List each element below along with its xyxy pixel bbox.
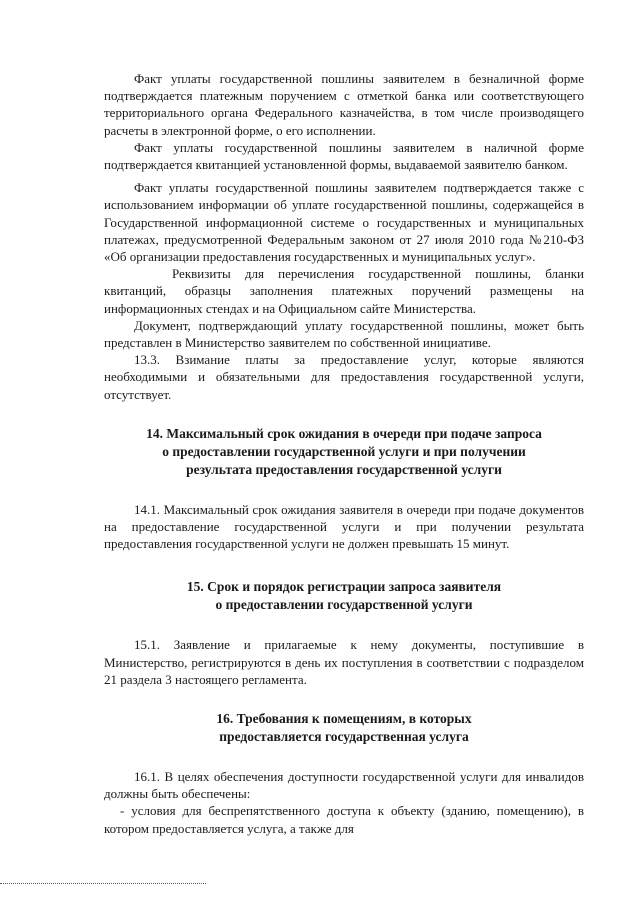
spacer <box>104 552 584 578</box>
section-16-heading-line: предоставляется государственная услуга <box>219 729 469 745</box>
paragraph-16-1: 16.1. В целях обеспечения доступности государственной услуги для инвалидов должны быть обеспечены: <box>104 769 584 802</box>
paragraph-payment-cash: Факт уплаты государственной пошлины заявителем в наличной форме подтверждается квитанцией установленной формы, выдаваемой заявителю банком. <box>104 139 584 173</box>
spacer <box>104 746 584 768</box>
list-item-accessibility: - условия для беспрепятственного доступа к объекту (зданию, помещению), в котором предоставляется услуга, а также для <box>104 803 584 836</box>
section-14-heading-line: о предоставлении государственной услуги и при получении <box>162 443 526 459</box>
footer-dotted-rule <box>0 883 206 884</box>
section-15-heading <box>104 578 584 614</box>
spacer <box>104 688 584 710</box>
paragraph-14-1: 14.1. Максимальный срок ожидания заявителя в очереди при подаче документов на предоставление государственной услуги и при получении результата предоставления государственной услуги не должен превышать 15 минут. <box>104 501 584 552</box>
spacer <box>104 614 584 636</box>
paragraph-15-1: 15.1. Заявление и прилагаемые к нему документы, поступившие в Министерство, регистрируются в день их поступления в соответствии с подразделом 21 раздела 3 настоящего регламента. <box>104 637 584 687</box>
section-16-heading-line: 16. Требования к помещениям, в которых <box>216 711 472 727</box>
paragraph-payment-noncash: Факт уплаты государственной пошлины заявителем в безналичной форме подтверждается платежным поручением с отметкой банка или соответствующего территориального органа Федерального казначейства, в том числе производящего расчеты в электронной форме, о его исполнении. <box>104 71 584 138</box>
spacer <box>104 403 584 425</box>
section-14-heading-line: 14. Максимальный срок ожидания в очереди при подаче запроса <box>146 425 542 441</box>
spacer <box>104 479 584 501</box>
paragraph-13-3: 13.3. Взимание платы за предоставление услуг, которые являются необходимыми и обязательными для предоставления государственной услуги, отсутствует. <box>104 352 584 402</box>
section-16-heading <box>104 710 584 746</box>
section-14-heading <box>104 425 584 479</box>
paragraph-payment-requisites: Реквизиты для перечисления государственной пошлины, бланки квитанций, образцы заполнения платежных поручений размещены на информационных стендах и на Официальном сайте Министерства. <box>104 266 584 316</box>
document-body <box>104 70 584 837</box>
section-14-heading-line: результата предоставления государственной услуги <box>186 461 502 477</box>
section-15-heading-line: 15. Срок и порядок регистрации запроса заявителя <box>186 579 502 595</box>
section-15-heading-line: о предоставлении государственной услуги <box>215 597 473 613</box>
paragraph-payment-gis: Факт уплаты государственной пошлины заявителем подтверждается также с использованием информации об уплате государственной пошлины, содержащейся в Государственной информационной системе о государственных и муниципальных платежах, предусмотренной Федеральным законом от 27 июля 2010 года №210-ФЗ «Об организации предоставления государственных и муниципальных услуг». <box>104 180 584 265</box>
paragraph-payment-document: Документ, подтверждающий уплату государственной пошлины, может быть представлен в Министерство заявителем по собственной инициативе. <box>104 317 584 351</box>
